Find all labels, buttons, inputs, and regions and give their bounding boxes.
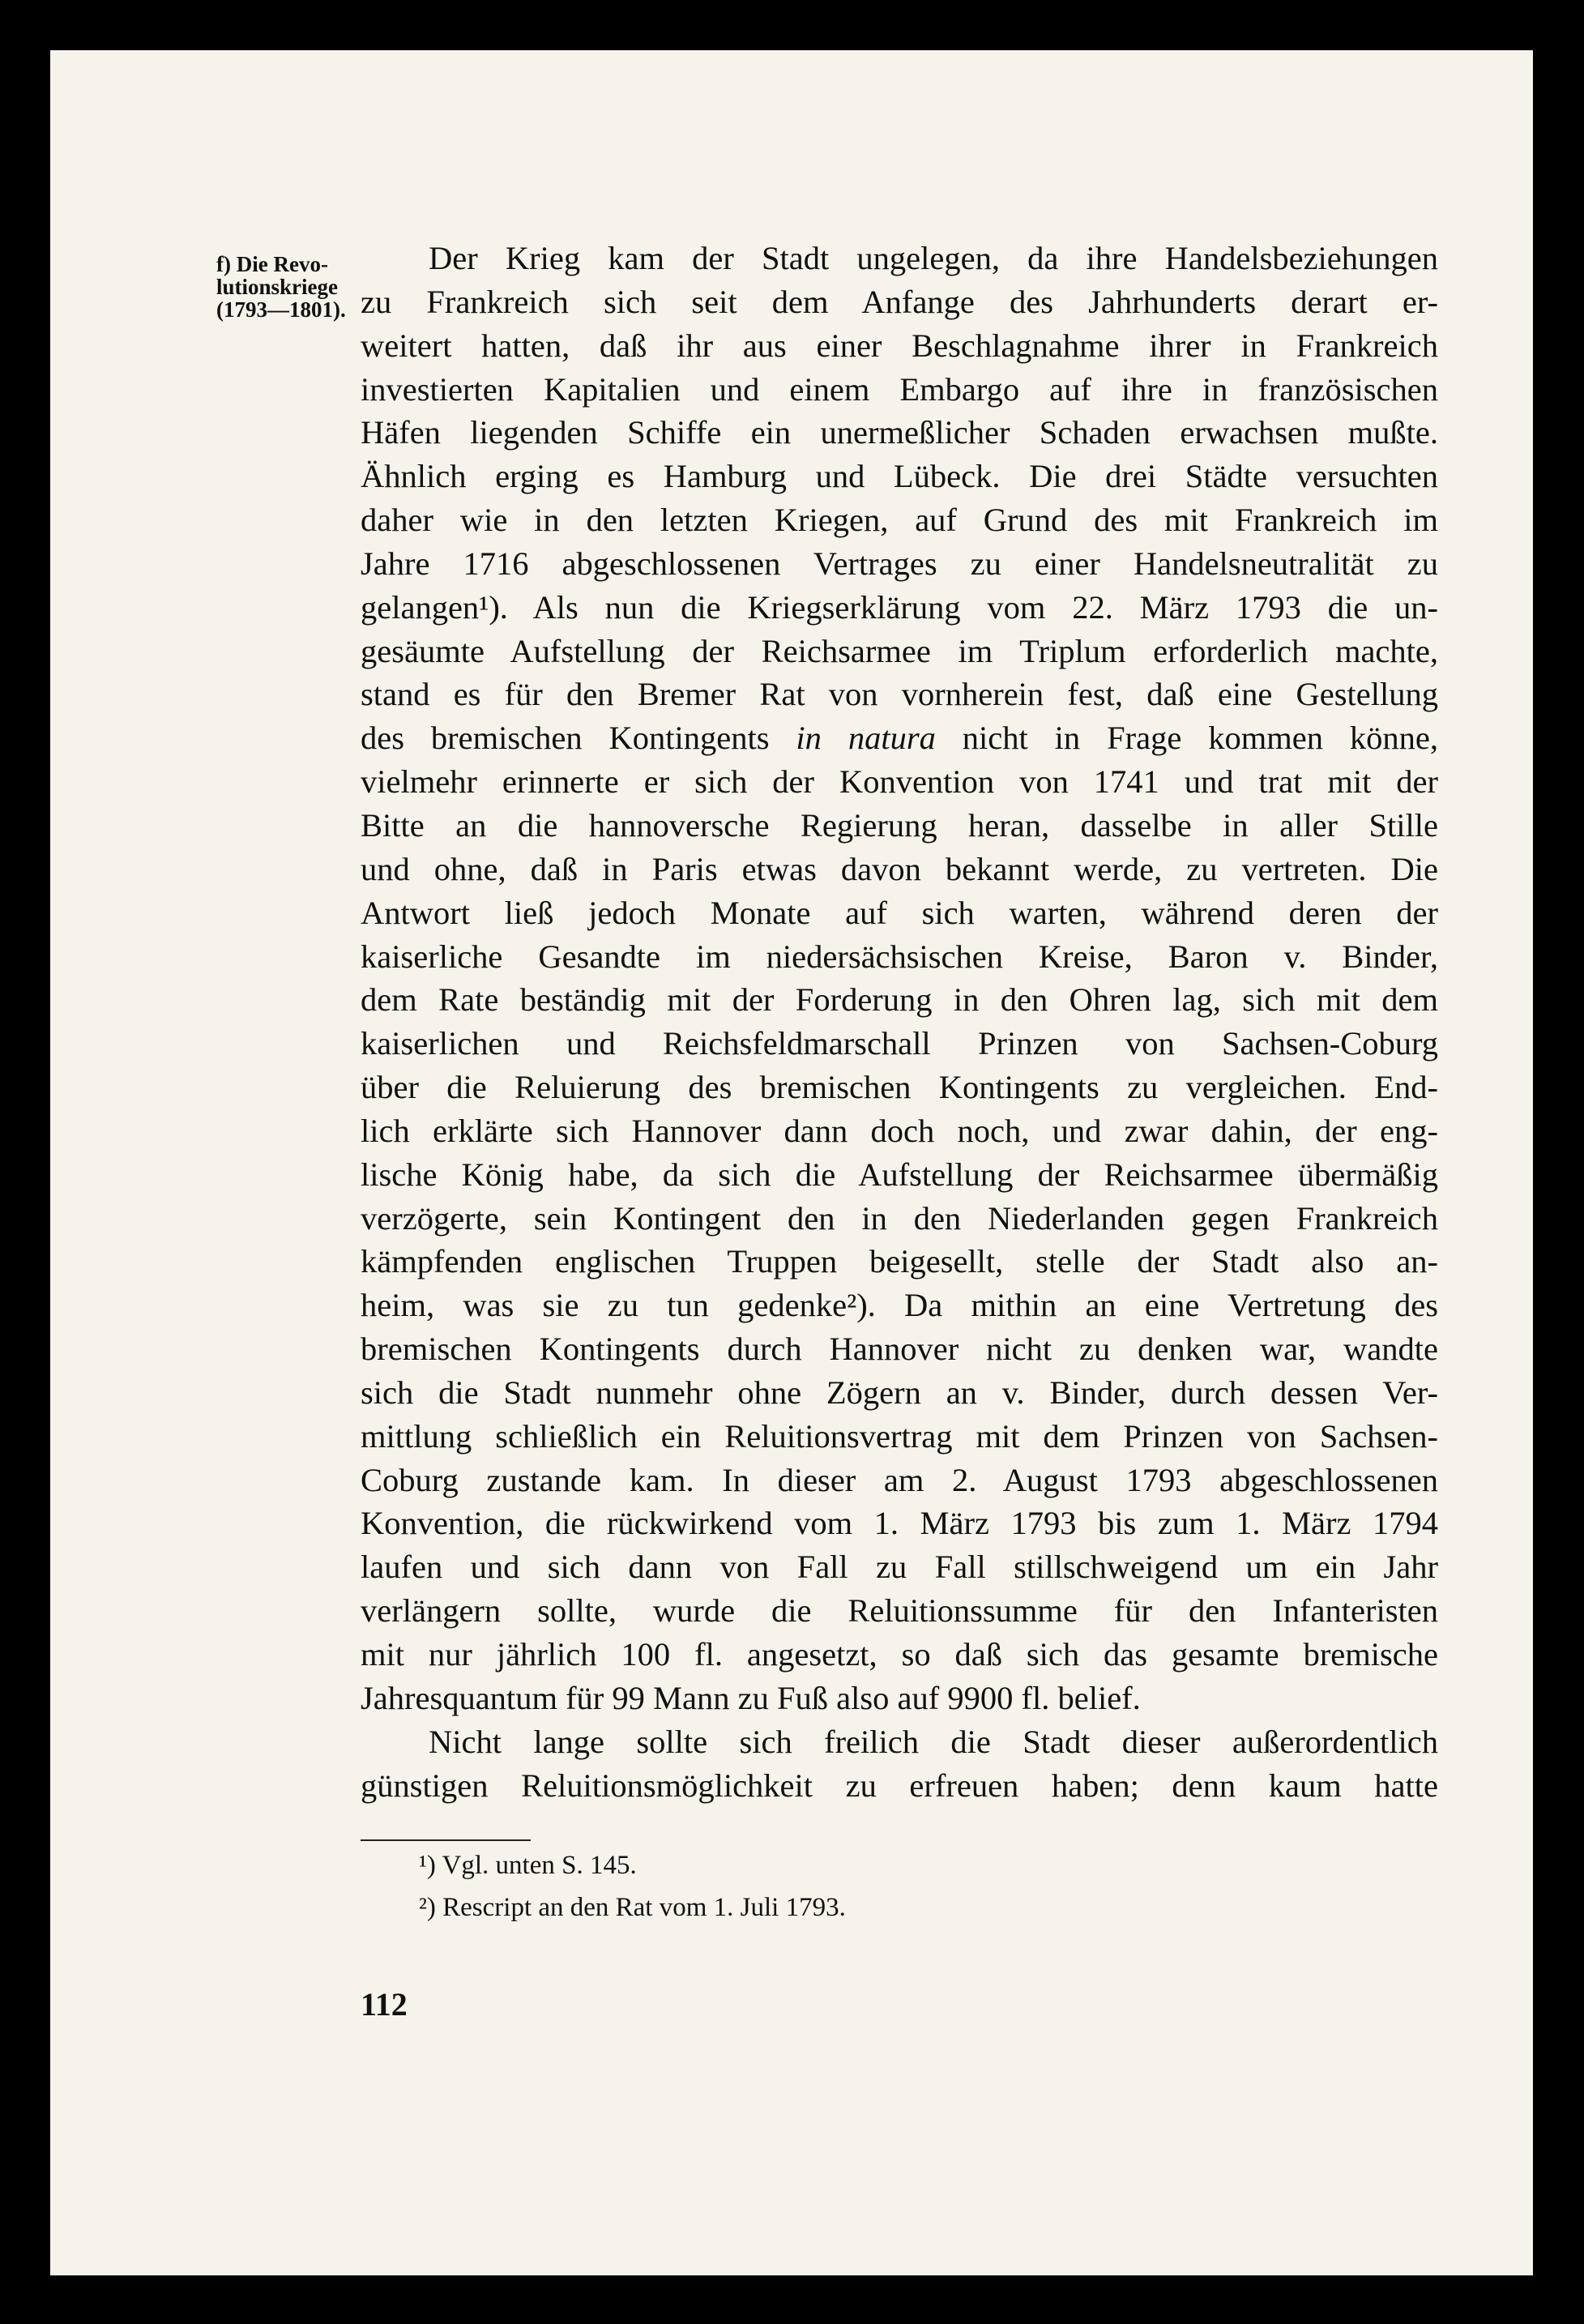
text-line: verzögerte, sein Kontingent den in den Niederlanden gegen Frankreich xyxy=(361,1199,1438,1237)
text-line: über die Reluierung des bremischen Kontingents zu vergleichen. End- xyxy=(361,1069,1438,1106)
text-line: kaiserliche Gesandte im niedersächsischen Kreise, Baron v. Binder, xyxy=(361,938,1438,975)
text-line: zu Frankreich sich seit dem Anfange des Jahrhunderts derart er- xyxy=(361,283,1438,320)
text-segment: des bremischen Kontingents xyxy=(361,720,796,757)
body-text xyxy=(361,237,1438,1807)
footnote-divider xyxy=(361,1839,531,1841)
text-line: Coburg zustande kam. In dieser am 2. August 1793 abgeschlossenen xyxy=(361,1461,1438,1498)
text-line: vielmehr erinnerte er sich der Konvention von 1741 und trat mit der xyxy=(361,763,1438,801)
text-line: investierten Kapitalien und einem Embargo auf ihre in französischen xyxy=(361,370,1438,408)
text-line: laufen und sich dann von Fall zu Fall stillschweigend um ein Jahr xyxy=(361,1549,1438,1586)
text-line: verlängern sollte, wurde die Reluitionssumme für den Infanteristen xyxy=(361,1592,1438,1630)
margin-note-line: f) Die Revo- xyxy=(216,252,328,276)
footnote: ²) Rescript an den Rat vom 1. Juli 1793. xyxy=(419,1893,846,1922)
text-segment: nicht in Frage kommen könne, xyxy=(935,720,1438,757)
text-line: weitert hatten, daß ihr aus einer Beschlagnahme ihrer in Frankreich xyxy=(361,327,1438,364)
text-line: Jahresquantum für 99 Mann zu Fuß also auf 9900 fl. belief. xyxy=(361,1679,1141,1716)
text-line: heim, was sie zu tun gedenke²). Da mithin an eine Vertretung des xyxy=(361,1287,1438,1324)
text-line: Bitte an die hannoversche Regierung heran, dasselbe in aller Stille xyxy=(361,806,1438,844)
text-line: lische König habe, da sich die Aufstellung der Reichsarmee übermäßig xyxy=(361,1156,1438,1193)
text-line: kaiserlichen und Reichsfeldmarschall Prinzen von Sachsen-Coburg xyxy=(361,1025,1438,1062)
text-line: kämpfenden englischen Truppen beigesellt, stelle der Stadt also an- xyxy=(361,1243,1438,1280)
text-line xyxy=(361,716,1438,760)
book-page xyxy=(50,50,1533,2275)
margin-note-line: (1793—1801). xyxy=(216,297,346,322)
text-line: Ähnlich erging es Hamburg und Lübeck. Die drei Städte versuchten xyxy=(361,458,1438,495)
text-line: Nicht lange sollte sich freilich die Stadt dieser außerordentlich xyxy=(429,1723,1438,1760)
text-line: und ohne, daß in Paris etwas davon bekannt werde, zu vertreten. Die xyxy=(361,850,1438,887)
text-line: daher wie in den letzten Kriegen, auf Grund des mit Frankreich im xyxy=(361,502,1438,539)
text-line: stand es für den Bremer Rat von vornherein fest, daß eine Gestellung xyxy=(361,676,1438,713)
text-line: gelangen¹). Als nun die Kriegserklärung vom 22. März 1793 die un- xyxy=(361,588,1438,626)
italic-phrase: in natura xyxy=(796,720,936,757)
text-line: Antwort ließ jedoch Monate auf sich warten, während deren der xyxy=(361,894,1438,931)
text-line: mittlung schließlich ein Reluitionsvertrag mit dem Prinzen von Sachsen- xyxy=(361,1417,1438,1455)
footnotes xyxy=(419,1844,1229,1929)
page-number: 112 xyxy=(361,1986,408,2023)
text-line: Konvention, die rückwirkend vom 1. März 1793 bis zum 1. März 1794 xyxy=(361,1505,1438,1542)
text-line: bremischen Kontingents durch Hannover nicht zu denken war, wandte xyxy=(361,1331,1438,1368)
text-line: sich die Stadt nunmehr ohne Zögern an v. Binder, durch dessen Ver- xyxy=(361,1373,1438,1411)
footnote: ¹) Vgl. unten S. 145. xyxy=(419,1851,637,1880)
text-line: Häfen liegenden Schiffe ein unermeßlicher Schaden erwachsen mußte. xyxy=(361,414,1438,451)
text-line: Der Krieg kam der Stadt ungelegen, da ihre Handelsbeziehungen xyxy=(429,240,1438,276)
text-line: gesäumte Aufstellung der Reichsarmee im Triplum erforderlich machte, xyxy=(361,632,1438,669)
text-line: günstigen Reluitionsmöglichkeit zu erfreuen haben; denn kaum hatte xyxy=(361,1766,1438,1804)
margin-note-line: lutionskriege xyxy=(216,275,339,299)
text-line: dem Rate beständig mit der Forderung in den Ohren lag, sich mit dem xyxy=(361,981,1438,1019)
text-line: lich erklärte sich Hannover dann doch noch, und zwar dahin, der eng- xyxy=(361,1112,1438,1149)
text-line: Jahre 1716 abgeschlossenen Vertrages zu einer Handelsneutralität zu xyxy=(361,545,1438,582)
text-line: mit nur jährlich 100 fl. angesetzt, so daß sich das gesamte bremische xyxy=(361,1636,1438,1673)
